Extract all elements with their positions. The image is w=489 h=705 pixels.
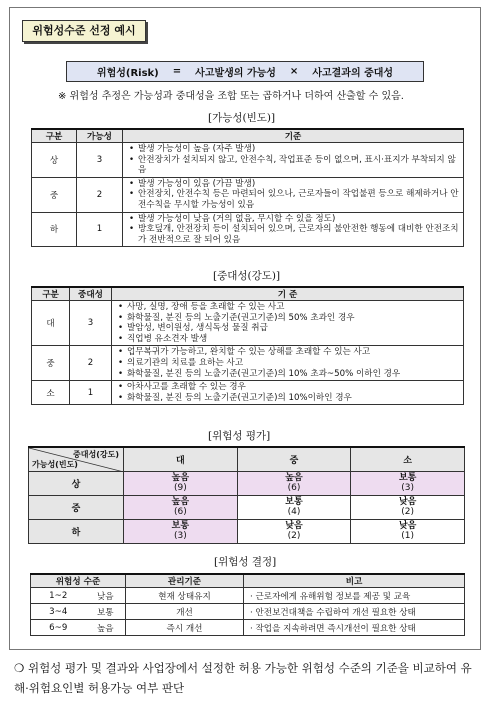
row-criteria	[123, 212, 464, 247]
table-row	[31, 620, 465, 636]
matrix-row-label: 상	[29, 471, 124, 495]
likelihood-title: [가능성(빈도)]	[208, 112, 276, 124]
matrix-col-high: 대	[124, 447, 238, 471]
row-level: 중	[32, 346, 70, 381]
matrix-cell-level: 낮음	[398, 497, 417, 507]
row-criteria	[112, 346, 464, 381]
matrix-cell-score: (4)	[287, 507, 301, 517]
matrix-cell	[237, 519, 351, 543]
row-level: 중	[32, 177, 77, 212]
matrix-cell	[124, 519, 238, 543]
criteria-item: • 업무복귀가 가능하고, 완치할 수 있는 상해를 초래할 수 있는 사고	[118, 347, 459, 358]
corner-likelihood-label: 가능성(빈도)	[32, 459, 78, 469]
severity-table	[31, 286, 464, 405]
matrix-cell-score: (9)	[173, 483, 187, 493]
risk-range: 1~2	[31, 588, 86, 604]
row-level: 대	[32, 301, 70, 346]
row-criteria	[123, 177, 464, 212]
matrix-cell-score: (1)	[401, 531, 415, 541]
criteria-item: • 화학물질, 분진 등의 노출기준(권고기준)의 10%이하인 경우	[118, 393, 459, 404]
matrix-row	[29, 471, 465, 495]
criteria-item: • 발생 가능성이 높음 (자주 발생)	[129, 144, 459, 155]
section-title: 위험성수준 선정 예시	[22, 20, 146, 42]
criteria-item: • 아차사고를 초래할 수 있는 경우	[118, 382, 459, 393]
header-criteria: 기준	[123, 129, 464, 143]
matrix-cell-level: 낮음	[285, 521, 303, 531]
matrix-row-label: 중	[29, 495, 124, 519]
criteria-item: • 직업병 유소견자 발생	[118, 334, 459, 345]
row-level: 하	[32, 212, 77, 247]
matrix-col-mid: 중	[237, 447, 351, 471]
table-row	[31, 604, 465, 620]
matrix-cell	[124, 495, 238, 519]
decision-table	[30, 573, 465, 636]
matrix-cell-level: 높음	[285, 473, 303, 483]
management-criterion: 현재 상태유지	[126, 588, 244, 604]
matrix-cell-level: 높음	[171, 473, 190, 483]
criteria-item: • 사망, 실명, 장애 등을 초래할 수 있는 사고	[118, 302, 459, 313]
row-criteria	[112, 381, 464, 405]
table-row	[32, 301, 464, 346]
matrix-cell-score: (3)	[401, 483, 415, 493]
risk-range: 6~9	[31, 620, 86, 636]
formula-times: ×	[289, 66, 299, 77]
risk-matrix	[28, 446, 465, 544]
header-severity: 중대성	[70, 287, 112, 301]
matrix-cell-level: 낮음	[398, 521, 417, 531]
matrix-corner	[29, 447, 124, 471]
remark: · 근로자에게 유해위험 정보를 제공 및 교육	[244, 588, 465, 604]
conclusion-text: ❍ 위험성 평가 및 결과와 사업장에서 설정한 허용 가능한 위험성 수준의 기준을 비교하여 유해·위험요인별 허용가능 여부 판단	[14, 661, 472, 695]
matrix-col-low: 소	[351, 447, 465, 471]
header-risk-level: 위험성 수준	[31, 574, 126, 588]
criteria-list	[112, 301, 463, 345]
matrix-cell-score: (6)	[173, 507, 187, 517]
matrix-cell	[351, 471, 465, 495]
header-likelihood: 가능성	[77, 129, 123, 143]
risk-level: 높음	[86, 620, 126, 636]
header-category: 구분	[32, 129, 77, 143]
matrix-row	[29, 495, 465, 519]
criteria-item: • 안전장치, 안전수칙 등은 마련되어 있으나, 근로자들이 작업불편 등으로 해제하거나 안전수칙을 무시할 가능성이 있음	[129, 189, 459, 210]
formula-equals: =	[172, 66, 182, 77]
criteria-item: • 화학물질, 분진 등의 노출기준(권고기준)의 50% 초과인 경우	[118, 313, 459, 324]
criteria-item: • 방호덮개, 안전장치 등이 설치되어 있으며, 근로자의 불안전한 행동에 대비한 안전조치가 전반적으로 잘 되어 있음	[129, 224, 459, 245]
criteria-list	[123, 178, 463, 212]
header-remark: 비고	[244, 574, 465, 588]
row-score: 1	[70, 381, 112, 405]
header-criteria: 기 준	[112, 287, 464, 301]
header-category: 구분	[32, 287, 70, 301]
matrix-cell-level: 보통	[171, 521, 190, 531]
matrix-cell	[124, 471, 238, 495]
risk-level: 낮음	[86, 588, 126, 604]
row-level: 상	[32, 143, 77, 178]
table-row	[32, 381, 464, 405]
row-criteria	[123, 143, 464, 178]
remark: · 안전보건대책을 수립하여 개선 필요한 상태	[244, 604, 465, 620]
matrix-cell-level: 높음	[171, 497, 190, 507]
row-score: 1	[77, 212, 123, 247]
criteria-item: • 화학물질, 분진 등의 노출기준(권고기준)의 10% 초과~50% 이하인 경우	[118, 369, 459, 380]
criteria-list	[112, 346, 463, 380]
formula-likelihood: 사고발생의 가능성	[195, 68, 276, 79]
corner-severity-label: 중대성(강도)	[73, 450, 119, 459]
criteria-item: • 발생 가능성이 있음 (가끔 발생)	[129, 179, 459, 190]
risk-formula	[66, 61, 424, 82]
matrix-cell	[237, 495, 351, 519]
matrix-cell-score: (2)	[401, 507, 415, 517]
row-score: 2	[70, 346, 112, 381]
management-criterion: 즉시 개선	[126, 620, 244, 636]
criteria-list	[123, 213, 463, 247]
row-score: 3	[70, 301, 112, 346]
criteria-item: • 발생 가능성이 낮음 (거의 없음, 무시할 수 있을 정도)	[129, 214, 459, 225]
row-score: 2	[77, 177, 123, 212]
matrix-cell-level: 보통	[285, 497, 303, 507]
matrix-cell-score: (3)	[173, 531, 187, 541]
severity-title: [중대성(강도)]	[213, 270, 281, 282]
formula-severity: 사고결과의 중대성	[312, 68, 394, 79]
criteria-item: • 발암성, 변이원성, 생식독성 물질 취급	[118, 323, 459, 334]
matrix-row	[29, 519, 465, 543]
matrix-cell	[237, 471, 351, 495]
table-row	[32, 346, 464, 381]
criteria-list	[123, 143, 463, 177]
remark: · 작업을 지속하려면 즉시개선이 필요한 상태	[244, 620, 465, 636]
decision-title: [위험성 결정]	[214, 556, 277, 568]
row-score: 3	[77, 143, 123, 178]
header-management: 관리기준	[126, 574, 244, 588]
matrix-cell	[351, 495, 465, 519]
table-row	[32, 177, 464, 212]
risk-level: 보통	[86, 604, 126, 620]
matrix-row-label: 하	[29, 519, 124, 543]
matrix-cell-level: 보통	[398, 473, 417, 483]
formula-risk: 위험성(Risk)	[96, 68, 159, 79]
row-level: 소	[32, 381, 70, 405]
likelihood-table	[31, 128, 464, 247]
criteria-list	[112, 381, 463, 404]
matrix-title: [위험성 평가]	[208, 430, 271, 442]
matrix-cell	[351, 519, 465, 543]
table-row	[32, 212, 464, 247]
table-row	[31, 588, 465, 604]
row-criteria	[112, 301, 464, 346]
matrix-cell-score: (2)	[287, 531, 301, 541]
management-criterion: 개선	[126, 604, 244, 620]
matrix-cell-score: (6)	[287, 483, 301, 493]
estimation-note: ※ 위험성 추정은 가능성과 중대성을 조합 또는 곱하거나 더하여 산출할 수 있음.	[58, 91, 404, 102]
criteria-item: • 의료기관의 치료를 요하는 사고	[118, 358, 459, 369]
risk-range: 3~4	[31, 604, 86, 620]
criteria-item: • 안전장치가 설치되지 않고, 안전수칙, 작업표준 등이 없으며, 표시·표지가 부착되지 않음	[129, 155, 459, 176]
table-row	[32, 143, 464, 178]
